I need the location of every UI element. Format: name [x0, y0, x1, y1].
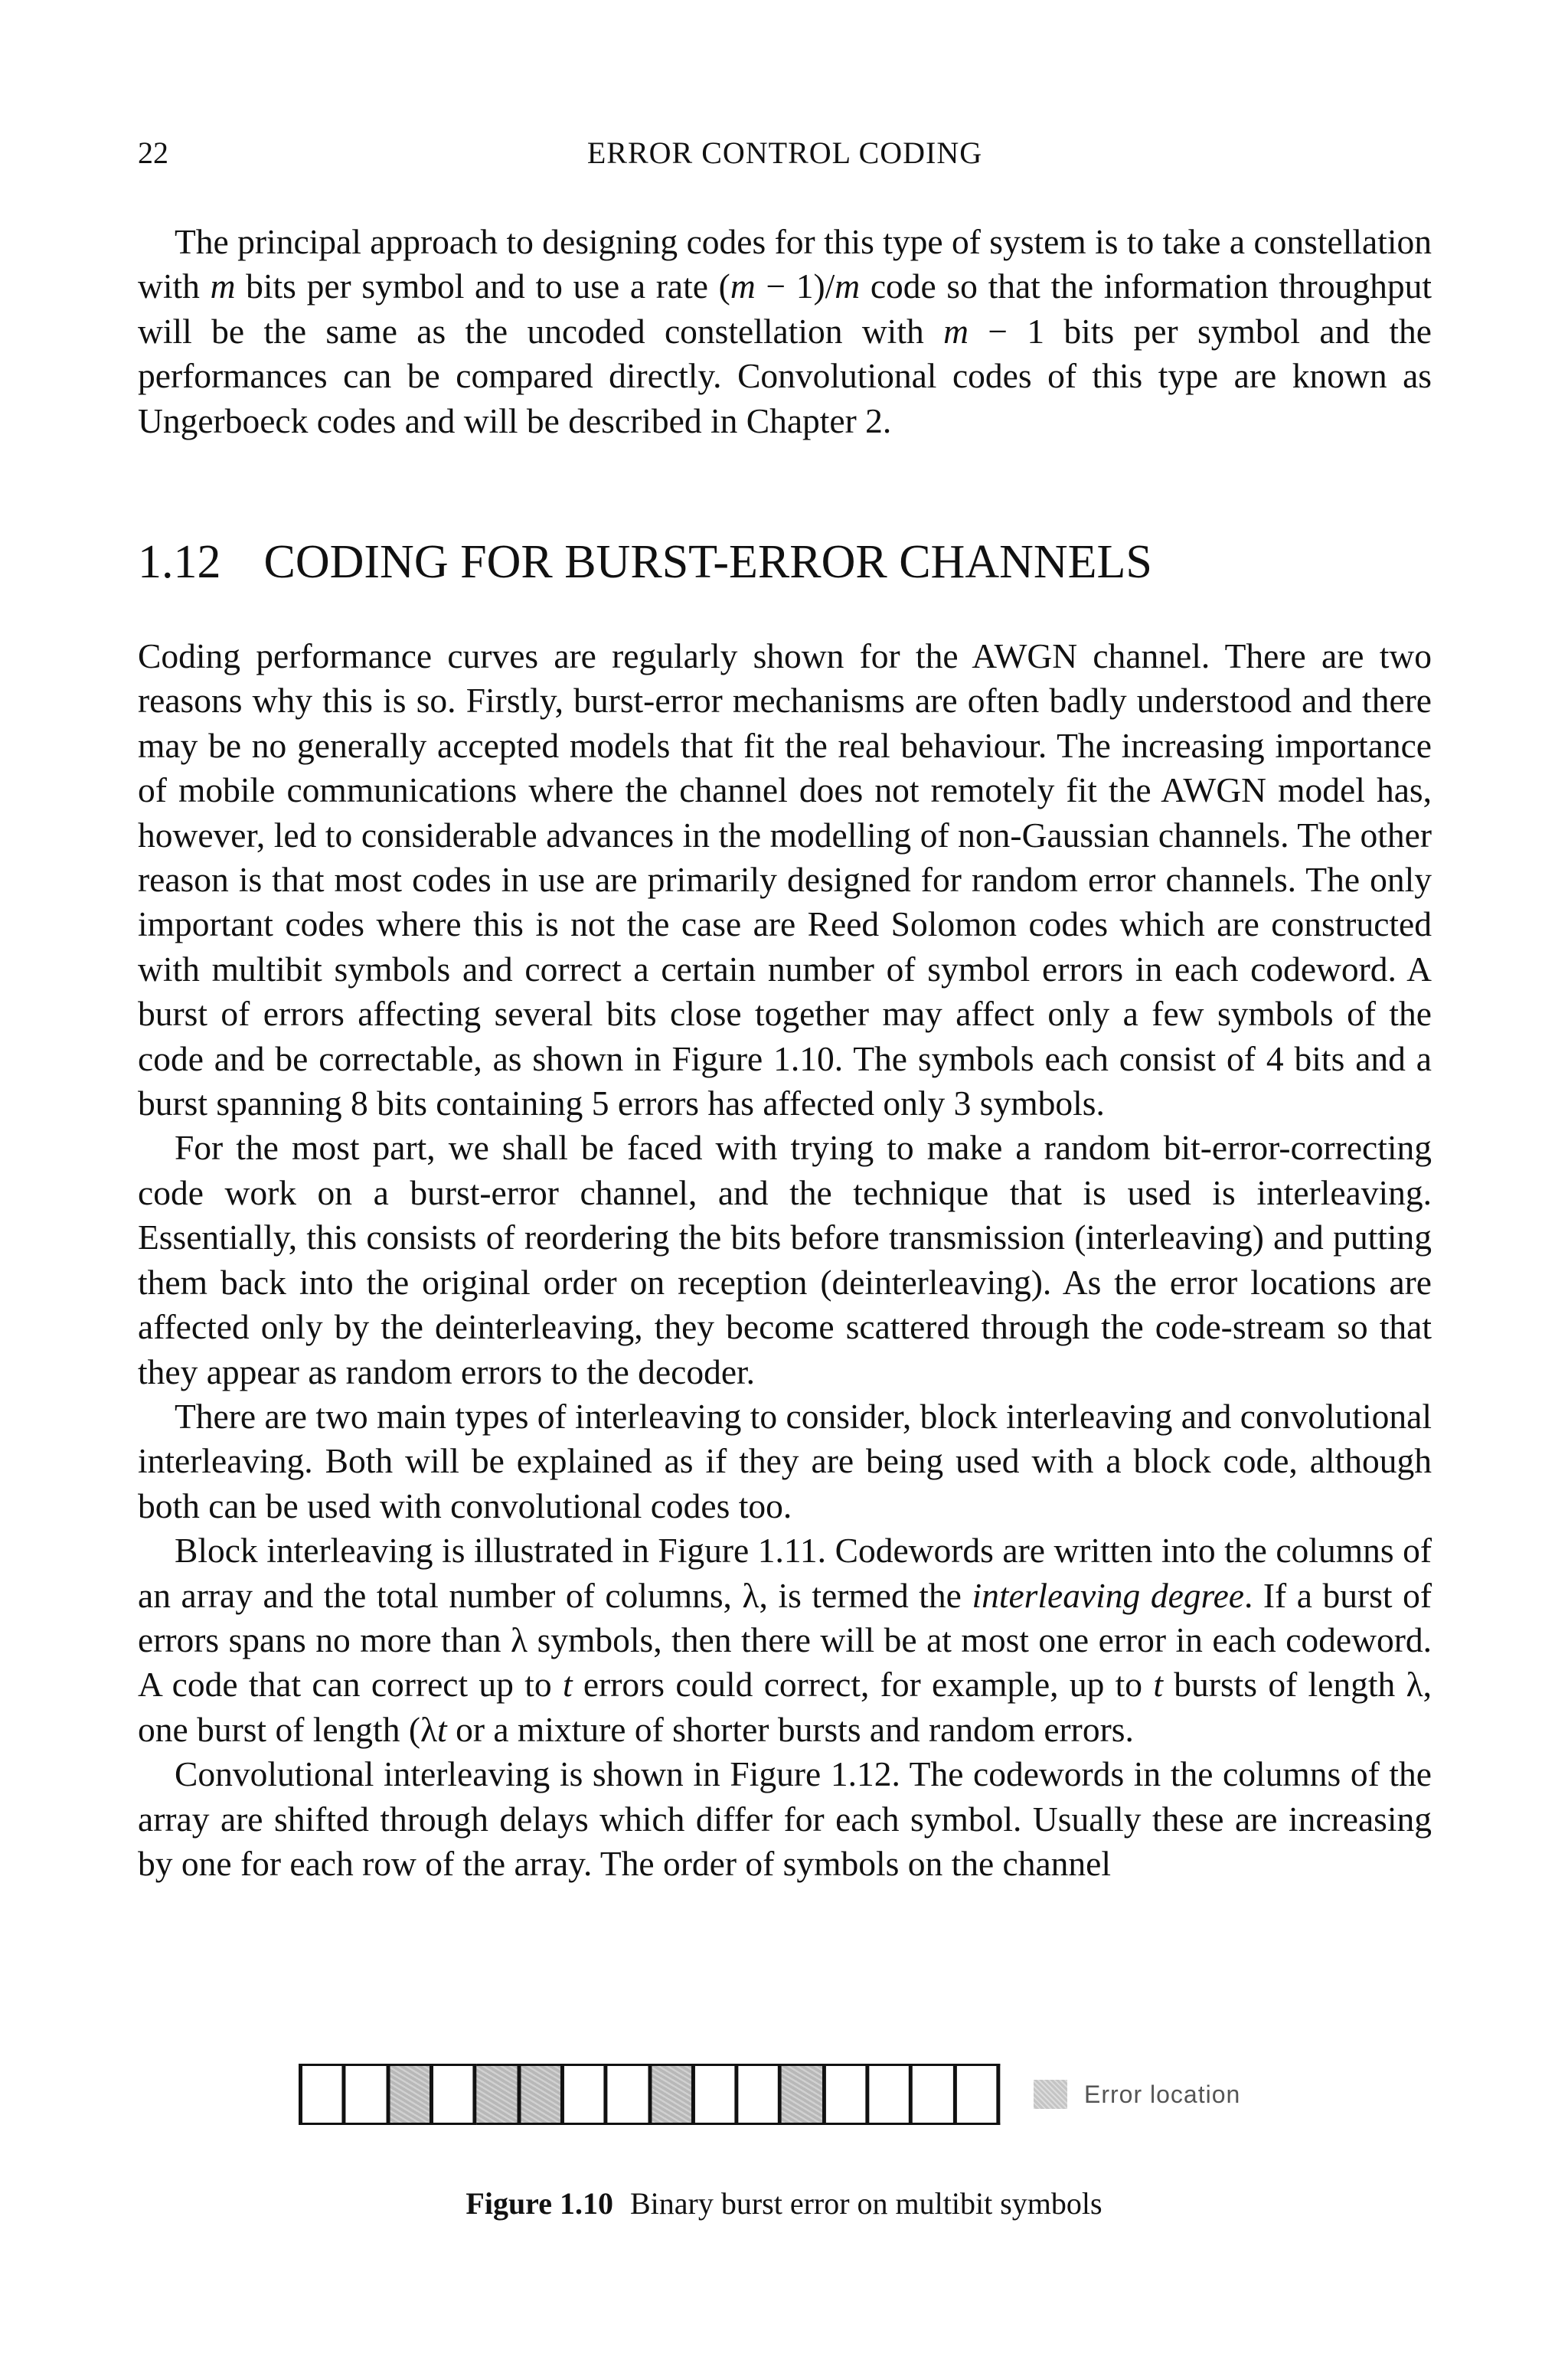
section-title: CODING FOR BURST-ERROR CHANNELS: [263, 536, 1152, 588]
body-paragraph: Block interleaving is illustrated in Figure 1.11. Codewords are written into the columns of an array and the total number of columns, λ, is termed the interleaving degree. If a burst of errors spans no more than λ symbols, then there will be at most one error in each codeword. A code that can correct up to t errors could correct, for example, up to t bursts of length λ, one burst of length (λt or a mixture of shorter bursts and random errors.: [138, 1531, 1432, 1749]
bit-cell: [302, 2066, 346, 2123]
bit-cell: [695, 2066, 739, 2123]
intro-paragraph: The principal approach to designing codes for this type of system is to take a constellation with m bits per symbol and to use a rate (m − 1)/m code so that the information throughput will be the same as the uncoded constellation with m − 1 bits per symbol and the performances can be compared directly. Convolutional codes of this type are known as Ungerboeck codes and will be described in Chapter 2.: [138, 222, 1432, 440]
section-heading: [138, 531, 1432, 593]
figure-caption-text: Binary burst error on multibit symbols: [629, 2186, 1102, 2221]
body-paragraph: Convolutional interleaving is shown in Figure 1.12. The codewords in the columns of the array are shifted through delays which differ for each symbol. Usually these are increasing by one for each row of the array. The order of symbols on the channel: [138, 1754, 1432, 1883]
section-number: 1.12: [138, 536, 221, 588]
symbol-group: [652, 2064, 826, 2125]
figure-label: Figure 1.10: [466, 2186, 613, 2221]
figure-caption: [0, 2182, 1568, 2225]
error-bit-cell: [477, 2066, 521, 2123]
section-body: [138, 634, 1432, 1886]
error-bit-cell: [652, 2066, 695, 2123]
page-number: 22: [138, 136, 168, 170]
bit-cell: [869, 2066, 913, 2123]
intro-paragraph-block: [138, 220, 1432, 443]
bit-cell: [739, 2066, 782, 2123]
bit-cell: [608, 2066, 648, 2123]
symbol-group: [299, 2064, 477, 2125]
body-paragraph: There are two main types of interleaving to consider, block interleaving and convolutional interleaving. Both will be explained as if they are being used with a block code, although both can be used with convolutional codes too.: [138, 1396, 1432, 1525]
bit-cell: [956, 2066, 996, 2123]
body-paragraph: Coding performance curves are regularly shown for the AWGN channel. There are two reasons why this is so. Firstly, burst-error mechanisms are often badly understood and there may be no generally accepted models that fit the real behaviour. The increasing importance of mobile communications where the channel does not remotely fit the AWGN model has, however, led to considerable advances in the modelling of non-Gaussian channels. The other reason is that most codes in use are primarily designed for random error channels. The only important codes where this is not the case are Reed Solomon codes which are constructed with multibit symbols and correct a certain number of symbol errors in each codeword. A burst of errors affecting several bits close together may affect only a few symbols of the code and be correctable, as shown in Figure 1.10. The symbols each consist of 4 bits and a burst spanning 8 bits containing 5 errors has affected only 3 symbols.: [138, 636, 1432, 1123]
bit-cell: [564, 2066, 608, 2123]
figure-legend: [1034, 2077, 1240, 2111]
running-title: ERROR CONTROL CODING: [586, 136, 983, 170]
error-bit-cell: [390, 2066, 433, 2123]
symbol-group: [477, 2064, 652, 2125]
body-paragraph: For the most part, we shall be faced with trying to make a random bit-error-correcting code work on a burst-error channel, and the technique that is used is interleaving. Essentially, this consists of reordering the bits before transmission (interleaving) and putting them back into the original order on reception (deinterleaving). As the error locations are affected only by the deinterleaving, they become scattered through the code-stream so that they appear as random errors to the decoder.: [138, 1128, 1432, 1391]
running-head: [138, 132, 1432, 175]
legend-label: Error location: [1084, 2080, 1241, 2108]
bit-cell: [346, 2066, 390, 2123]
error-bit-cell: [521, 2066, 564, 2123]
error-location-swatch: [1034, 2080, 1067, 2109]
bit-cell: [433, 2066, 473, 2123]
symbol-group: [825, 2064, 1000, 2125]
bit-cell: [825, 2066, 869, 2123]
error-bit-cell: [782, 2066, 822, 2123]
bit-sequence: [299, 2064, 1000, 2125]
figure-burst-error: [299, 2064, 1309, 2125]
bit-cell: [913, 2066, 956, 2123]
